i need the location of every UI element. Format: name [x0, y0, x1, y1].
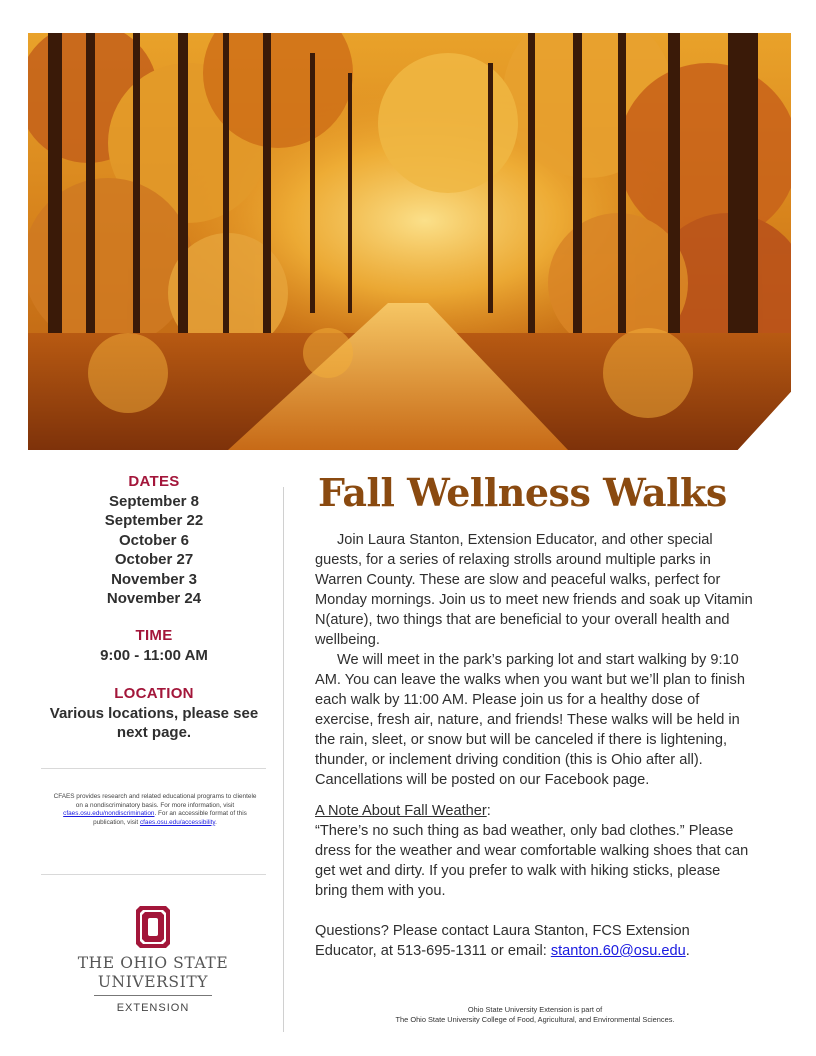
footer-line-1: Ohio State University Extension is part of	[467, 1005, 603, 1014]
divider	[41, 874, 266, 875]
event-details	[36, 472, 272, 743]
disclaimer-text: . For an accessible format of this publication, visit	[93, 810, 247, 826]
date-item: September 8	[108, 493, 200, 510]
weather-note-colon: :	[486, 803, 491, 819]
details-paragraph: We will meet in the park’s parking lot and start walking by 9:10 AM. You can leave the walks when you want but we’ll plan to finish each walk by 11:00 AM. Please join us for a healthy dose of exercise, fresh air, nature, and friends! These walks will be held in the rain, sleet, or snow but will be canceled if there is lightening, thunder, or inclement driving condition (this is Ohio after all). Cancellations will be posted on our Facebook page.	[315, 652, 745, 788]
disclaimer-text: .	[215, 818, 217, 826]
location-heading: LOCATION	[114, 684, 194, 702]
date-item: November 3	[111, 570, 197, 588]
divider	[41, 768, 266, 769]
column-divider	[283, 487, 284, 1032]
weather-note-heading	[315, 801, 755, 821]
logo-extension: EXTENSION	[116, 1002, 190, 1014]
contact-end: .	[685, 943, 690, 959]
weather-note-body: “There’s no such thing as bad weather, only bad clothes.” Please dress for the weather and wear comfortable walking shoes that can get wet and dirty. If you prefer to walk with hiking sticks, please bring them with you.	[315, 823, 749, 899]
footer-line-2: The Ohio State University College of Food, Agricultural, and Environmental Sciences.	[395, 1014, 675, 1024]
time-value: 9:00 - 11:00 AM	[100, 647, 208, 665]
date-item: October 27	[114, 551, 194, 569]
footer	[330, 1005, 740, 1024]
main-content	[315, 530, 755, 961]
email-link[interactable]: stanton.60@osu.edu	[550, 943, 686, 959]
block-o-icon	[136, 906, 170, 948]
hero-photo	[28, 33, 791, 450]
disclaimer-text: CFAES provides research and related educational programs to clientele on a nondiscriminatory basis. For more information, visit	[53, 793, 257, 809]
logo-line-1: THE OHIO STATE	[77, 954, 229, 972]
autumn-forest-path-photo	[28, 33, 791, 450]
date-item: October 6	[118, 531, 190, 549]
location-value: Various locations, please see next page.	[49, 704, 259, 742]
nondiscrimination-statement	[50, 793, 260, 827]
accessibility-link[interactable]: cfaes.osu.edu/accessibility	[139, 818, 216, 826]
logo-line-2: UNIVERSITY	[97, 973, 209, 991]
weather-note-title: A Note About Fall Weather	[315, 803, 487, 819]
page-title: Fall Wellness Walks	[318, 470, 727, 515]
dates-list	[36, 492, 272, 608]
logo-wordmark	[58, 954, 248, 992]
intro-paragraph: Join Laura Stanton, Extension Educator, and other special guests, for a series of relaxing strolls around multiple parks in Warren County. These are slow and peaceful walks, perfect for Monday mornings. Join us to meet new friends and soak up Vitamin N(ature), two things that are beneficial to your overall health and wellbeing.	[315, 532, 753, 648]
date-item: September 22	[104, 512, 204, 530]
time-heading: TIME	[135, 627, 173, 645]
contact-text: Questions? Please contact Laura Stanton, FCS Extension Educator, at 513-695-1311 or email:	[315, 923, 690, 959]
dates-heading: DATES	[128, 473, 180, 490]
logo-rule	[94, 995, 212, 996]
osu-extension-logo	[58, 906, 248, 1014]
date-item: November 24	[106, 590, 202, 608]
nondiscrimination-link[interactable]: cfaes.osu.edu/nondiscrimination	[63, 810, 155, 818]
contact-paragraph	[315, 921, 755, 961]
